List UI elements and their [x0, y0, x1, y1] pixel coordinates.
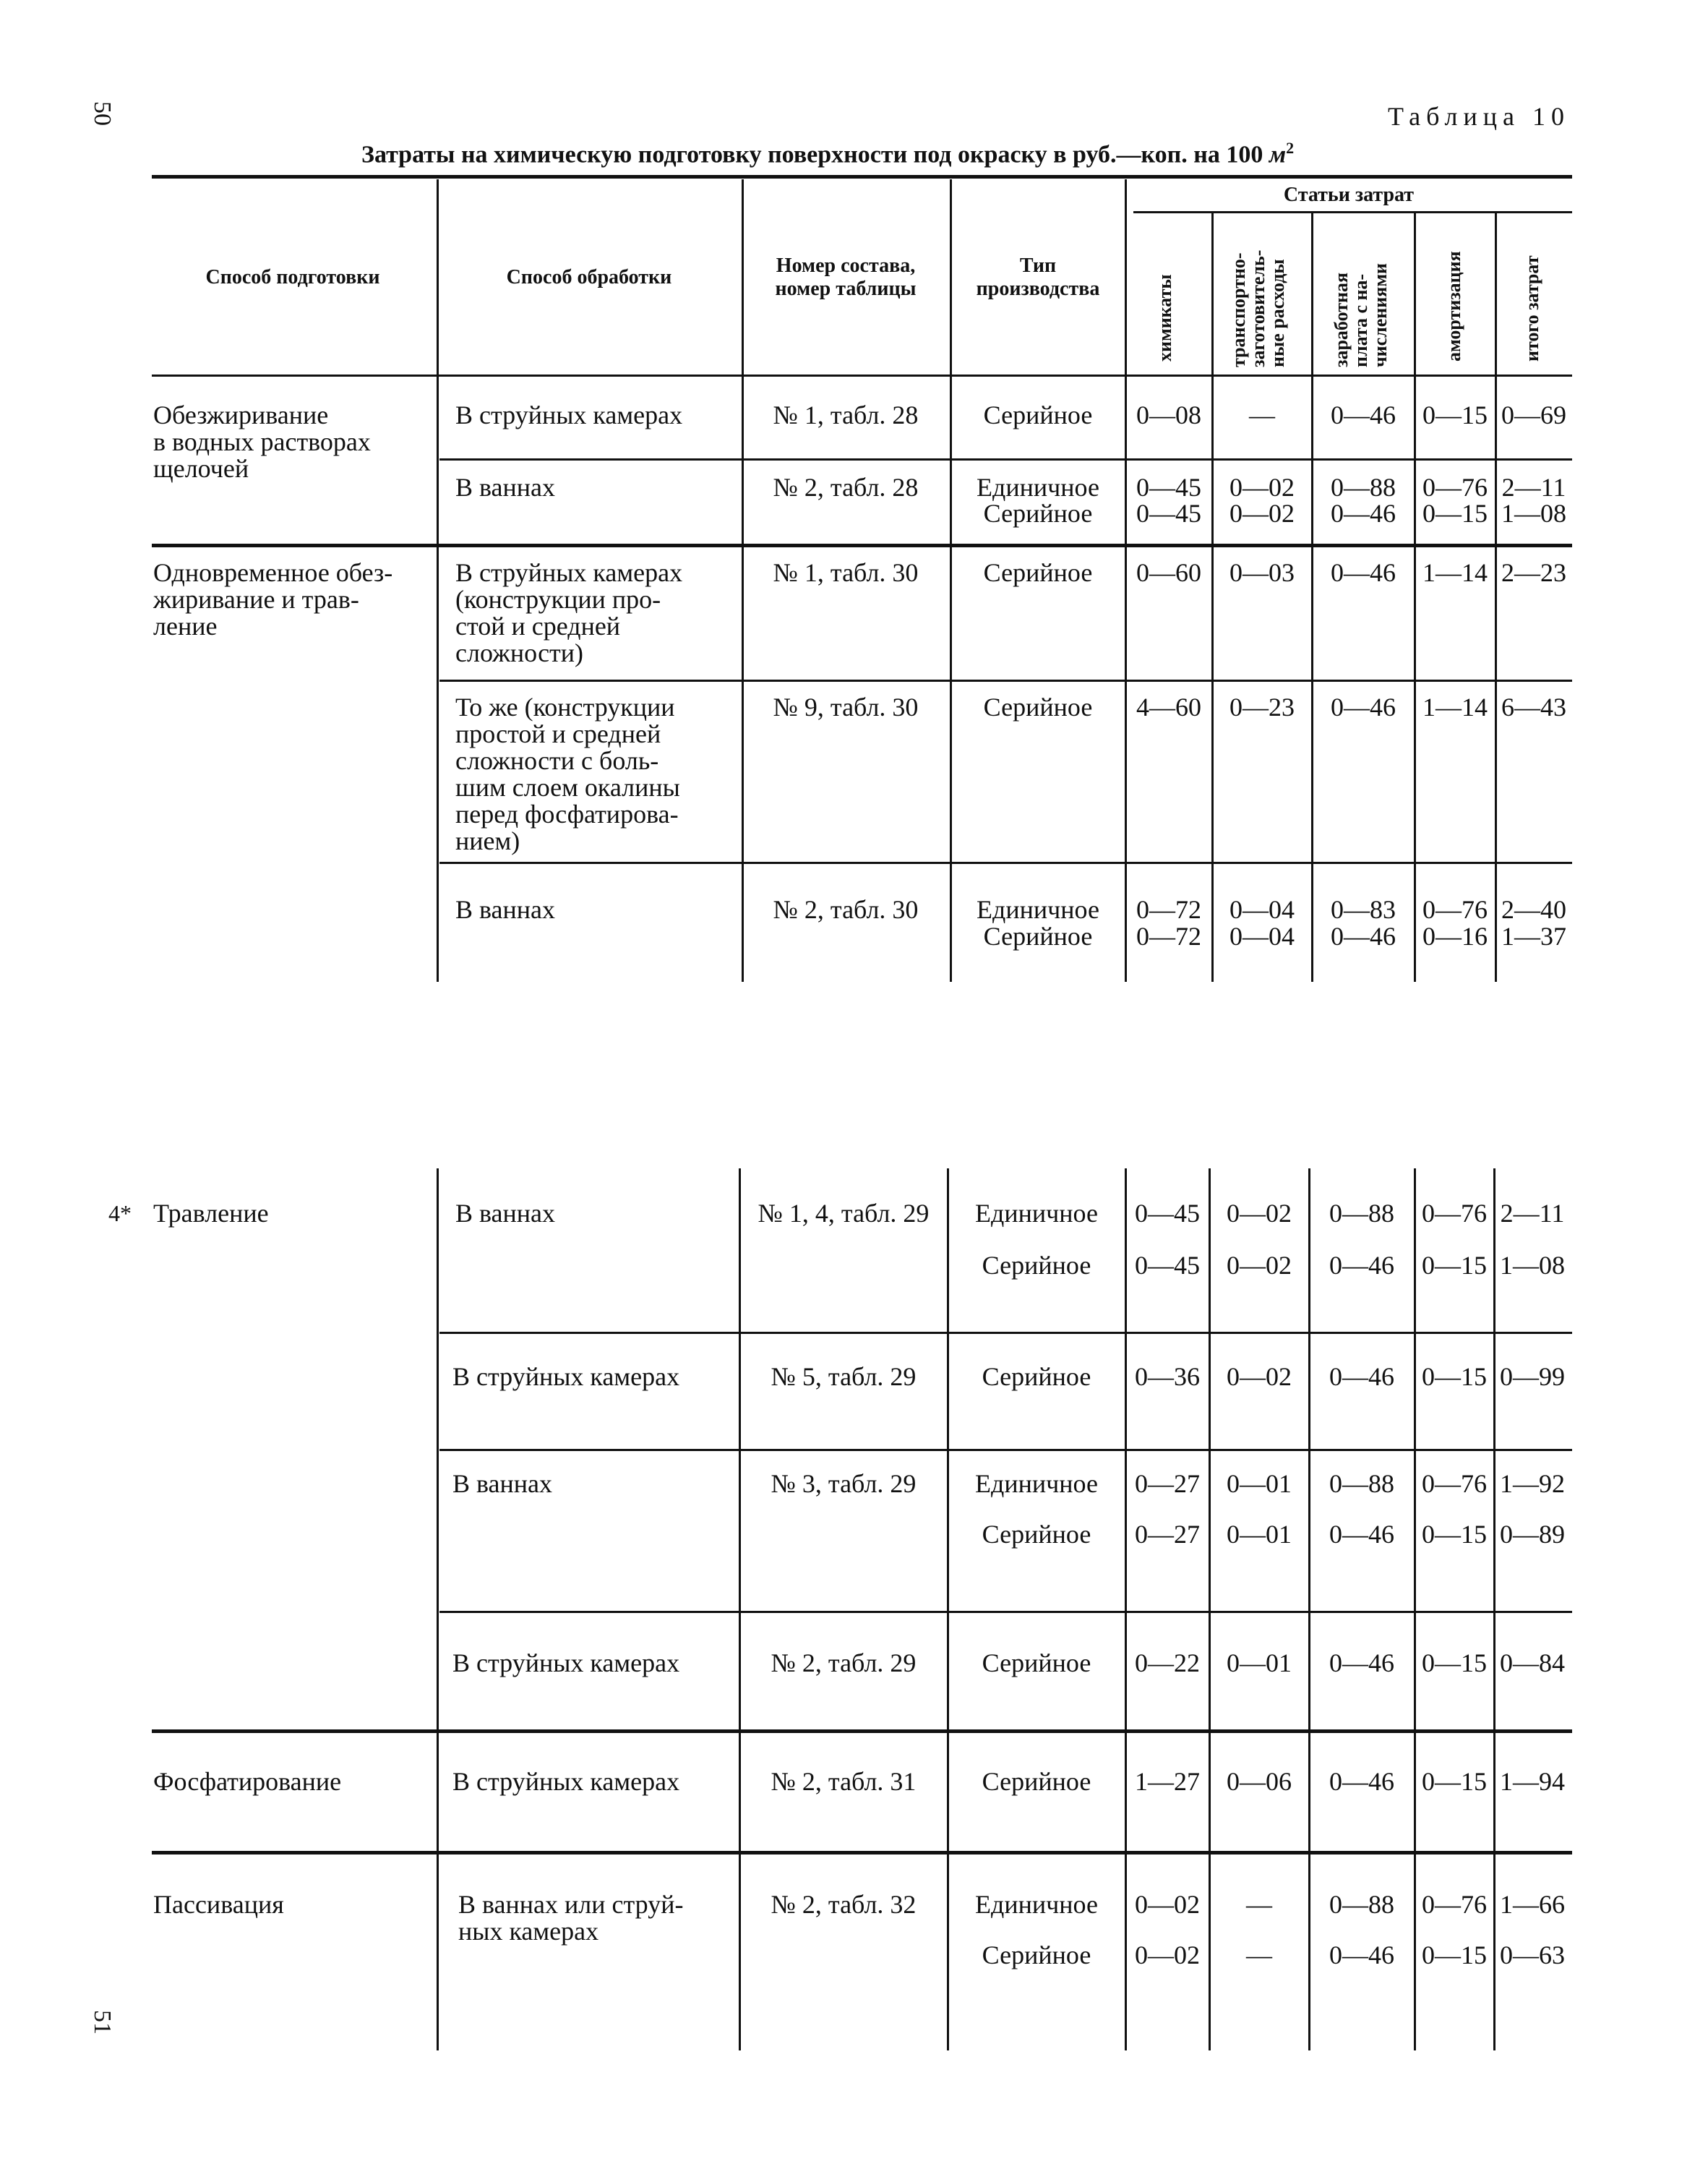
- row-chemicals: 4—60: [1136, 693, 1201, 722]
- row-ref: № 2, табл. 29: [771, 1648, 917, 1677]
- row-wages: 0—46: [1329, 1648, 1394, 1677]
- row-wages: 0—46: [1331, 693, 1396, 722]
- group-phosphating: Фосфатирование: [153, 1767, 342, 1796]
- row-chemicals: 0—02: [1135, 1941, 1200, 1969]
- group-rule: [152, 1729, 1572, 1733]
- row-transport: 0—02: [1227, 1199, 1292, 1228]
- header-prep-method: Способ подготовки: [205, 266, 380, 288]
- row-wages: 0—46: [1329, 1520, 1394, 1549]
- col-rule: [947, 1168, 949, 2050]
- row-method: В ваннах: [455, 1199, 556, 1228]
- row-amortization: 0—15: [1422, 401, 1488, 429]
- row-amortization: 0—15: [1422, 1941, 1487, 1969]
- row-wages: 0—46: [1329, 1251, 1394, 1280]
- row-transport: 0—03: [1229, 558, 1295, 587]
- row-chemicals: 0—02: [1135, 1890, 1200, 1919]
- row-type: Единичное: [977, 895, 1099, 924]
- header-transport-costs: транспортно- заготовитель- ные расходы: [1228, 249, 1288, 367]
- row-rule: [439, 1449, 1572, 1451]
- row-wages: 0—46: [1329, 1941, 1394, 1969]
- row-transport: —: [1246, 1941, 1272, 1969]
- row-wages: 0—88: [1331, 473, 1396, 502]
- row-type: Серийное: [983, 499, 1093, 528]
- row-chemicals: 0—45: [1135, 1251, 1200, 1280]
- row-total: 0—63: [1500, 1941, 1565, 1969]
- row-type: Серийное: [983, 922, 1093, 951]
- row-wages: 0—46: [1331, 922, 1396, 951]
- row-total: 0—99: [1500, 1362, 1565, 1391]
- row-wages: 0—46: [1329, 1767, 1394, 1796]
- row-total: 2—23: [1501, 558, 1566, 587]
- row-chemicals: 0—60: [1136, 558, 1201, 587]
- row-wages: 0—46: [1331, 499, 1396, 528]
- row-wages: 0—46: [1331, 401, 1396, 429]
- row-type: Серийное: [982, 1520, 1091, 1549]
- row-amortization: 0—76: [1422, 473, 1488, 502]
- row-type: Единичное: [975, 1199, 1098, 1228]
- row-amortization: 0—76: [1422, 1199, 1487, 1228]
- row-ref: № 9, табл. 30: [773, 693, 919, 722]
- row-rule: [439, 1332, 1572, 1334]
- row-method: То же (конструкции простой и средней сложности с боль- шим слоем окалины перед фосфатирова- нием): [455, 693, 680, 855]
- row-total: 6—43: [1501, 693, 1566, 722]
- row-total: 2—11: [1500, 1199, 1565, 1228]
- row-ref: № 2, табл. 30: [773, 895, 919, 924]
- row-type: Серийное: [982, 1941, 1091, 1969]
- row-type: Серийное: [983, 558, 1093, 587]
- row-rule: [439, 458, 1572, 461]
- row-chemicals: 0—27: [1135, 1469, 1200, 1498]
- row-transport: 0—01: [1227, 1469, 1292, 1498]
- row-amortization: 0—15: [1422, 1362, 1487, 1391]
- group-passivation: Пассивация: [153, 1890, 284, 1919]
- row-type: Серийное: [982, 1362, 1091, 1391]
- row-wages: 0—88: [1329, 1199, 1394, 1228]
- row-amortization: 0—15: [1422, 499, 1488, 528]
- row-rule: [439, 1611, 1572, 1613]
- row-chemicals: 0—08: [1136, 401, 1201, 429]
- row-transport: 0—02: [1229, 499, 1295, 528]
- row-transport: —: [1249, 401, 1275, 429]
- row-wages: 0—83: [1331, 895, 1396, 924]
- header-wages: заработная плата с на- числениями: [1331, 262, 1391, 367]
- col-rule: [1495, 213, 1497, 982]
- col-rule: [1308, 1168, 1310, 2050]
- row-amortization: 1—14: [1422, 693, 1488, 722]
- row-total: 2—40: [1501, 895, 1566, 924]
- row-wages: 0—88: [1329, 1890, 1394, 1919]
- row-type: Серийное: [982, 1251, 1091, 1280]
- row-chemicals: 0—36: [1135, 1362, 1200, 1391]
- row-chemicals: 0—22: [1135, 1648, 1200, 1677]
- row-type: Серийное: [982, 1648, 1091, 1677]
- row-transport: 0—04: [1229, 895, 1295, 924]
- header-amortization: амортизация: [1443, 251, 1464, 362]
- row-method: В ваннах: [455, 473, 556, 502]
- row-chemicals: 1—27: [1135, 1767, 1200, 1796]
- row-chemicals: 0—72: [1136, 895, 1201, 924]
- row-method: В струйных камерах: [455, 401, 683, 429]
- row-method: В струйных камерах (конструкции про- стой и средней сложности): [455, 558, 683, 667]
- col-rule: [950, 179, 952, 982]
- row-total: 1—08: [1501, 499, 1566, 528]
- table-title: Затраты на химическую подготовку поверхности под окраску в руб.—коп. на 100 $м^2$: [361, 139, 1295, 168]
- page-number-top: 50: [89, 101, 116, 126]
- row-type: Серийное: [983, 693, 1093, 722]
- row-total: 2—11: [1501, 473, 1566, 502]
- row-amortization: 0—76: [1422, 1469, 1487, 1498]
- row-ref: № 1, табл. 28: [773, 401, 919, 429]
- group-etching: Травление: [153, 1199, 269, 1228]
- row-chemicals: 0—45: [1136, 499, 1201, 528]
- row-wages: 0—46: [1331, 558, 1396, 587]
- group-rule: [152, 544, 1572, 547]
- row-ref: № 1, 4, табл. 29: [758, 1199, 930, 1228]
- row-total: 1—37: [1501, 922, 1566, 951]
- row-transport: 0—02: [1229, 473, 1295, 502]
- row-total: 0—84: [1500, 1648, 1565, 1677]
- col-rule: [437, 179, 439, 982]
- row-type: Единичное: [977, 473, 1099, 502]
- row-ref: № 2, табл. 32: [771, 1890, 917, 1919]
- row-method: В ваннах: [455, 895, 556, 924]
- row-transport: 0—01: [1227, 1520, 1292, 1549]
- row-type: Единичное: [975, 1469, 1098, 1498]
- col-rule: [1414, 1168, 1416, 2050]
- row-total: 1—66: [1500, 1890, 1565, 1919]
- row-transport: 0—02: [1227, 1251, 1292, 1280]
- row-amortization: 0—15: [1422, 1520, 1487, 1549]
- row-ref: № 2, табл. 28: [773, 473, 919, 502]
- row-transport: 0—01: [1227, 1648, 1292, 1677]
- row-method: В струйных камерах: [452, 1362, 680, 1391]
- row-chemicals: 0—27: [1135, 1520, 1200, 1549]
- row-amortization: 1—14: [1422, 558, 1488, 587]
- row-type: Единичное: [975, 1890, 1098, 1919]
- row-rule: [439, 680, 1572, 682]
- row-wages: 0—46: [1329, 1362, 1394, 1391]
- group-degreasing-etching: Одновременное обез- жиривание и трав- ление: [153, 558, 393, 641]
- row-ref: № 2, табл. 31: [771, 1767, 917, 1796]
- row-transport: 0—06: [1227, 1767, 1292, 1796]
- row-chemicals: 0—45: [1136, 473, 1201, 502]
- row-total: 0—89: [1500, 1520, 1565, 1549]
- col-rule: [1414, 213, 1416, 982]
- row-chemicals: 0—72: [1136, 922, 1201, 951]
- row-amortization: 0—15: [1422, 1648, 1487, 1677]
- row-amortization: 0—15: [1422, 1251, 1487, 1280]
- row-method: В струйных камерах: [452, 1767, 680, 1796]
- col-rule: [1125, 1168, 1127, 2050]
- page-number-bottom: 51: [89, 2010, 116, 2035]
- row-method: В ваннах: [452, 1469, 553, 1498]
- row-transport: 0—04: [1229, 922, 1295, 951]
- col-rule: [437, 1168, 439, 2050]
- row-amortization: 0—76: [1422, 1890, 1487, 1919]
- row-type: Серийное: [983, 401, 1093, 429]
- row-total: 1—08: [1500, 1251, 1565, 1280]
- header-chemicals: химикаты: [1154, 274, 1175, 362]
- row-amortization: 0—16: [1422, 922, 1488, 951]
- row-wages: 0—88: [1329, 1469, 1394, 1498]
- col-rule: [1211, 213, 1214, 982]
- header-production-type: Тип производства: [976, 254, 1100, 300]
- row-total: 1—92: [1500, 1469, 1565, 1498]
- row-ref: № 5, табл. 29: [771, 1362, 917, 1391]
- row-transport: 0—23: [1229, 693, 1295, 722]
- row-method: В ваннах или струй- ных камерах: [458, 1890, 684, 1946]
- col-rule: [1125, 179, 1127, 982]
- group-rule: [152, 1851, 1572, 1854]
- row-chemicals: 0—45: [1135, 1199, 1200, 1228]
- header-bottom-rule: [152, 375, 1572, 377]
- row-ref: № 1, табл. 30: [773, 558, 919, 587]
- row-amortization: 0—15: [1422, 1767, 1487, 1796]
- header-composition-number: Номер состава, номер таблицы: [775, 254, 917, 300]
- header-cost-items: Статьи затрат: [1283, 184, 1415, 206]
- row-amortization: 0—76: [1422, 895, 1488, 924]
- header-treatment-method: Способ обработки: [506, 266, 672, 288]
- row-transport: —: [1246, 1890, 1272, 1919]
- row-transport: 0—02: [1227, 1362, 1292, 1391]
- table-top-rule: [152, 175, 1572, 179]
- group-header-rule: [1133, 211, 1572, 213]
- table-caption: Таблица 10: [1388, 102, 1570, 131]
- header-total: итого затрат: [1522, 255, 1542, 362]
- row-total: 0—69: [1501, 401, 1566, 429]
- row-ref: № 3, табл. 29: [771, 1469, 917, 1498]
- row-type: Серийное: [982, 1767, 1091, 1796]
- col-rule: [1493, 1168, 1495, 2050]
- row-method: В струйных камерах: [452, 1648, 680, 1677]
- col-rule: [1311, 213, 1313, 982]
- col-rule: [1209, 1168, 1211, 2050]
- signature-mark: 4*: [108, 1200, 132, 1226]
- group-degreasing: Обезжиривание в водных растворах щелочей: [153, 401, 371, 483]
- col-rule: [742, 179, 744, 982]
- row-total: 1—94: [1500, 1767, 1565, 1796]
- row-rule: [439, 862, 1572, 864]
